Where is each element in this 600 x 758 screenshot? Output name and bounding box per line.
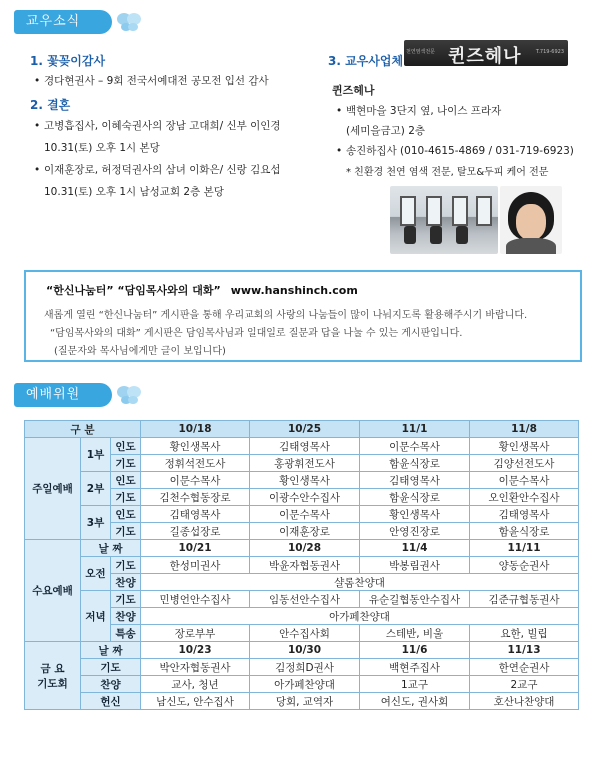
table-cell: 김태영목사 [470, 506, 579, 523]
table-cell: 10/28 [250, 540, 360, 557]
role-label: 찬양 [81, 676, 141, 693]
business-address-2: (세미을금고) 2층 [346, 125, 426, 137]
table-cell: 박윤자협동권사 [250, 557, 360, 574]
service-part-label: 2부 [81, 472, 111, 506]
table-cell: 임동선안수집사 [250, 591, 360, 608]
table-cell: 안영진장로 [360, 523, 470, 540]
notice-line: “담임목사와의 대화” 게시판은 담임목사님과 일대일로 질문과 답을 나눌 수 있는 게시판입니다. [50, 328, 463, 339]
header-date: 11/1 [360, 421, 470, 438]
role-label: 기도 [111, 489, 141, 506]
table-cell: 김태영목사 [360, 472, 470, 489]
role-label: 헌신 [81, 693, 141, 710]
role-label: 찬양 [111, 608, 141, 625]
table-cell: 박안자협동권사 [141, 659, 250, 676]
role-label: 특송 [111, 625, 141, 642]
notice-url[interactable]: www.hanshinch.com [230, 284, 358, 297]
evening-label: 저녁 [81, 591, 111, 642]
table-cell: 이문수목사 [360, 438, 470, 455]
table-cell: 10/30 [250, 642, 360, 659]
table-cell: 함윤식장로 [360, 455, 470, 472]
header-date: 10/25 [250, 421, 360, 438]
business-specialty: * 친환경 천연 염색 전문, 탈모&두피 케어 전문 [346, 167, 549, 178]
table-cell: 이재훈장로 [250, 523, 360, 540]
table-cell: 오인환안수집사 [470, 489, 579, 506]
table-row [25, 642, 579, 659]
role-label: 인도 [111, 472, 141, 489]
table-cell: 교사, 청년 [141, 676, 250, 693]
table-cell: 유순길협동안수집사 [360, 591, 470, 608]
table-cell: 11/13 [470, 642, 579, 659]
table-cell: 박봉림권사 [360, 557, 470, 574]
table-cell: 당회, 교역자 [250, 693, 360, 710]
table-cell: 여신도, 권사회 [360, 693, 470, 710]
table-cell: 김준규협동권사 [470, 591, 579, 608]
section-tag-label: 교우소식 [26, 14, 81, 29]
header-label: 구 분 [25, 421, 141, 438]
table-cell: 한연순권사 [470, 659, 579, 676]
role-label: 인도 [111, 506, 141, 523]
table-cell: 10/21 [141, 540, 250, 557]
business-name: 퀸즈헤나 [332, 84, 375, 97]
table-cell: 길종섭장로 [141, 523, 250, 540]
table-cell: 스테반, 비울 [360, 625, 470, 642]
friday-prayer-label: 금 요 기도회 [25, 642, 81, 710]
date-label: 날 짜 [81, 642, 141, 659]
table-cell: 황인생목사 [250, 472, 360, 489]
table-cell: 함윤식장로 [360, 489, 470, 506]
wedding-item-detail: 10.31(토) 오후 1시 본당 [44, 142, 160, 154]
table-row [25, 693, 579, 710]
table-cell: 이광수안수집사 [250, 489, 360, 506]
table-cell: 김양선전도사 [470, 455, 579, 472]
table-row [25, 506, 579, 523]
table-cell: 이문수목사 [470, 472, 579, 489]
table-cell: 김천수협동장로 [141, 489, 250, 506]
table-cell: 이문수목사 [141, 472, 250, 489]
role-label: 기도 [111, 557, 141, 574]
table-cell: 김태영목사 [141, 506, 250, 523]
table-cell: 10/23 [141, 642, 250, 659]
table-row [25, 472, 579, 489]
news-heading-business: 3. 교우사업체 [328, 54, 404, 68]
table-cell: 아가페찬양대 [250, 676, 360, 693]
header-date: 10/18 [141, 421, 250, 438]
table-row [25, 540, 579, 557]
notice-line: (질문자와 목사님에게만 글이 보입니다) [54, 346, 226, 357]
morning-label: 오전 [81, 557, 111, 591]
header-date: 11/8 [470, 421, 579, 438]
table-cell: 김정희D권사 [250, 659, 360, 676]
business-logo: 천연염색전문 퀸즈헤나 T.719-6923 [404, 40, 568, 66]
news-heading-wedding: 2. 결혼 [30, 98, 71, 112]
flower-item: • 경다현권사 – 9회 전국서예대전 공모전 입선 감사 [34, 75, 269, 87]
service-part-label: 3부 [81, 506, 111, 540]
worship-schedule-table [24, 420, 579, 710]
table-cell: 11/4 [360, 540, 470, 557]
table-cell: 홍광휘전도사 [250, 455, 360, 472]
table-cell: 함윤식장로 [470, 523, 579, 540]
salon-photo [390, 186, 498, 254]
table-cell: 김태영목사 [250, 438, 360, 455]
butterfly-icon [112, 383, 146, 407]
table-cell: 1교구 [360, 676, 470, 693]
table-cell: 남신도, 안수집사 [141, 693, 250, 710]
table-cell: 한성미권사 [141, 557, 250, 574]
table-cell: 정휘석전도사 [141, 455, 250, 472]
table-header-row [25, 421, 579, 438]
table-cell: 샬롬찬양대 [141, 574, 579, 591]
owner-photo [500, 186, 562, 254]
notice-box [24, 270, 582, 362]
table-cell: 이문수목사 [250, 506, 360, 523]
business-contact: • 송진하집사 (010-4615-4869 / 031-719-6923) [336, 145, 574, 157]
wednesday-service-label: 수요예배 [25, 540, 81, 642]
butterfly-icon [112, 10, 146, 34]
service-part-label: 1부 [81, 438, 111, 472]
notice-title: “한신나눔터” “담임목사와의 대화” www.hanshinch.com [46, 284, 358, 297]
section-tag-worship [14, 383, 112, 407]
table-cell: 황인생목사 [470, 438, 579, 455]
table-row [25, 659, 579, 676]
role-label: 찬양 [111, 574, 141, 591]
table-cell: 백현주집사 [360, 659, 470, 676]
table-cell: 장로부부 [141, 625, 250, 642]
role-label: 기도 [111, 591, 141, 608]
table-cell: 황인생목사 [141, 438, 250, 455]
table-cell: 요한, 빌립 [470, 625, 579, 642]
table-row [25, 591, 579, 608]
role-label: 기도 [111, 523, 141, 540]
table-cell: 황인생목사 [360, 506, 470, 523]
wedding-item-detail: 10.31(토) 오후 1시 남성교회 2층 본당 [44, 186, 224, 198]
date-label: 날 짜 [81, 540, 141, 557]
table-row [25, 557, 579, 574]
role-label: 인도 [111, 438, 141, 455]
role-label: 기도 [81, 659, 141, 676]
table-row [25, 676, 579, 693]
table-cell: 호산나찬양대 [470, 693, 579, 710]
table-cell: 2교구 [470, 676, 579, 693]
wedding-item: • 이재훈장로, 허정덕권사의 삼녀 이화은/ 신랑 김요섭 [34, 164, 281, 176]
table-row [25, 438, 579, 455]
table-cell: 민병언안수집사 [141, 591, 250, 608]
role-label: 기도 [111, 455, 141, 472]
table-cell: 양동순권사 [470, 557, 579, 574]
notice-line: 새롭게 열린 “한신나눔터” 게시판을 통해 우리교회의 사랑의 나눔들이 많이 나눠지도록 활용해주시기 바랍니다. [44, 310, 528, 321]
section-tag-news [14, 10, 112, 34]
table-cell: 안수집사회 [250, 625, 360, 642]
table-cell: 아가페찬양대 [141, 608, 579, 625]
business-address: • 백현마을 3단지 옆, 나이스 프라자 [336, 105, 502, 117]
wedding-item: • 고병흡집사, 이혜숙권사의 장남 고대희/ 신부 이인경 [34, 120, 281, 132]
table-cell: 11/6 [360, 642, 470, 659]
table-cell: 11/11 [470, 540, 579, 557]
news-heading-flowers: 1. 꽃꽂이감사 [30, 54, 106, 68]
section-tag-label: 예배위원 [26, 387, 81, 402]
sunday-service-label: 주일예배 [25, 438, 81, 540]
